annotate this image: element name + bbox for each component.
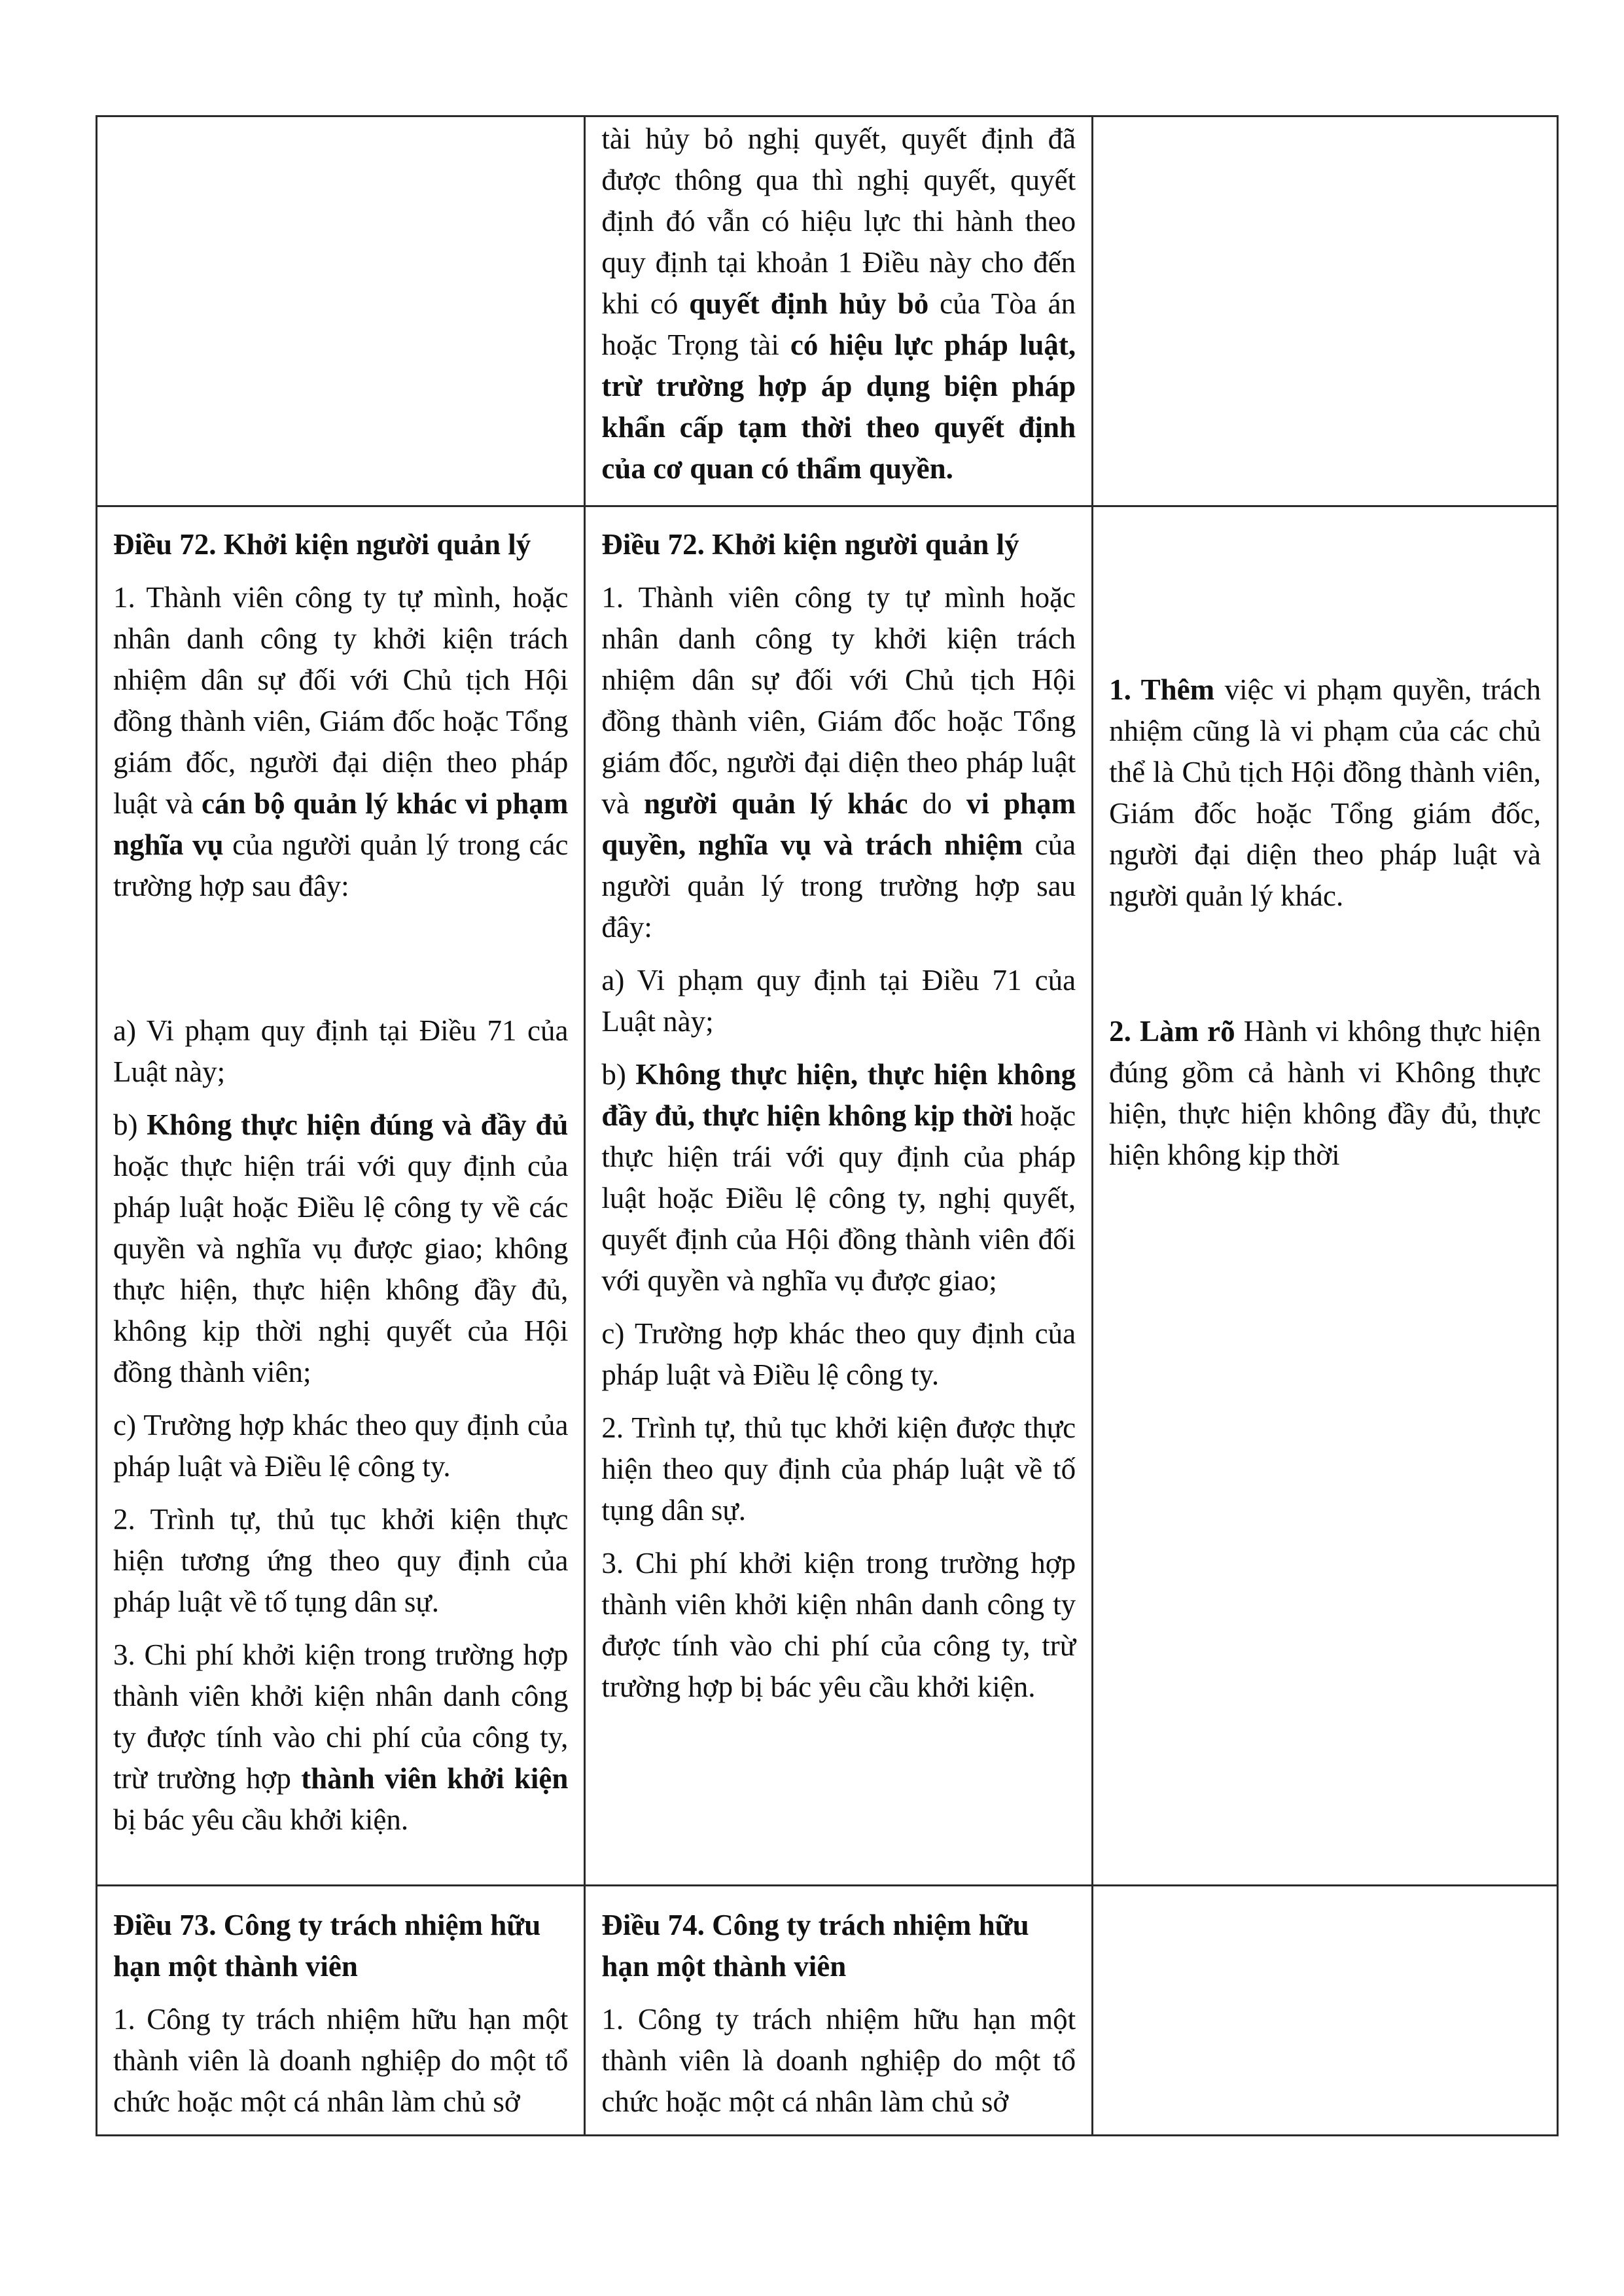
clause-paragraph: tài hủy bỏ nghị quyết, quyết định đã được thông qua thì nghị quyết, quyết định đó vẫn có hiệu lực thi hành theo quy định tại khoản 1 Điều này cho đến khi có quyết định hủy bỏ của Tòa án hoặc Trọng tài có hiệu lực pháp luật, trừ trường hợp áp dụng biện pháp khẩn cấp tạm thời theo quyết định của cơ quan có thẩm quyền. xyxy=(601,122,1076,485)
comparison-table xyxy=(96,115,1559,2136)
law-2014-cell xyxy=(97,116,585,506)
notes-cell xyxy=(1093,116,1558,506)
clause-paragraph: c) Trường hợp khác theo quy định của pháp luật và Điều lệ công ty. xyxy=(601,1317,1076,1391)
law-2020-cell xyxy=(585,116,1093,506)
law-2020-paragraphs xyxy=(601,118,1076,489)
table-row xyxy=(97,506,1558,1886)
clause-paragraph: b) Không thực hiện đúng và đầy đủ hoặc thực hiện trái với quy định của pháp luật hoặc Điều lệ công ty về các quyền và nghĩa vụ được giao; không thực hiện, thực hiện không đầy đủ, không kịp thời nghị quyết của Hội đồng thành viên; xyxy=(113,1108,569,1388)
clause-paragraph: 1. Công ty trách nhiệm hữu hạn một thành viên là doanh nghiệp do một tổ chức hoặc một cá nhân làm chủ sở xyxy=(601,2003,1076,2118)
clause-paragraph: 2. Trình tự, thủ tục khởi kiện thực hiện tương ứng theo quy định của pháp luật về tố tụng dân sự. xyxy=(113,1503,569,1618)
article-title: Điều 73. Công ty trách nhiệm hữu hạn một thành viên xyxy=(113,1909,541,1983)
notes-cell xyxy=(1093,1886,1558,2136)
law-2020-paragraphs xyxy=(601,1999,1076,2123)
note-paragraph: 2. Làm rõ Hành vi không thực hiện đúng gồm cả hành vi Không thực hiện, thực hiện không đầy đủ, thực hiện không kịp thời xyxy=(1109,1015,1541,1171)
law-2014-cell xyxy=(97,1886,585,2136)
law-2014-paragraphs xyxy=(113,577,568,1841)
clause-paragraph: 3. Chi phí khởi kiện trong trường hợp thành viên khởi kiện nhân danh công ty được tính vào chi phí của công ty, trừ trường hợp thành viên khởi kiện bị bác yêu cầu khởi kiện. xyxy=(113,1638,569,1836)
table-row xyxy=(97,1886,1558,2136)
law-2014-cell xyxy=(97,506,585,1886)
article-title: Điều 72. Khởi kiện người quản lý xyxy=(113,528,531,561)
notes-cell xyxy=(1093,506,1558,1886)
law-2020-paragraphs xyxy=(601,577,1076,1708)
law-2020-cell xyxy=(585,506,1093,1886)
clause-paragraph: 1. Công ty trách nhiệm hữu hạn một thành viên là doanh nghiệp do một tổ chức hoặc một cá nhân làm chủ sở xyxy=(113,2003,569,2118)
clause-paragraph: b) Không thực hiện, thực hiện không đầy đủ, thực hiện không kịp thời hoặc thực hiện trái với quy định của pháp luật hoặc Điều lệ công ty, nghị quyết, quyết định của Hội đồng thành viên đối với quyền và nghĩa vụ được giao; xyxy=(601,1058,1076,1297)
clause-paragraph: c) Trường hợp khác theo quy định của pháp luật và Điều lệ công ty. xyxy=(113,1409,569,1483)
article-title: Điều 74. Công ty trách nhiệm hữu hạn một thành viên xyxy=(601,1909,1029,1983)
clause-paragraph: a) Vi phạm quy định tại Điều 71 của Luật này; xyxy=(113,1014,569,1088)
clause-paragraph: 3. Chi phí khởi kiện trong trường hợp thành viên khởi kiện nhân danh công ty được tính vào chi phí của công ty, trừ trường hợp bị bác yêu cầu khởi kiện. xyxy=(601,1547,1076,1703)
table-row xyxy=(97,116,1558,506)
clause-paragraph: 2. Trình tự, thủ tục khởi kiện được thực hiện theo quy định của pháp luật về tố tụng dân sự. xyxy=(601,1411,1076,1527)
law-2020-cell xyxy=(585,1886,1093,2136)
change-notes xyxy=(1109,669,1541,1176)
article-title: Điều 72. Khởi kiện người quản lý xyxy=(601,528,1019,561)
clause-paragraph: a) Vi phạm quy định tại Điều 71 của Luật này; xyxy=(601,964,1076,1038)
note-paragraph: 1. Thêm việc vi phạm quyền, trách nhiệm cũng là vi phạm của các chủ thể là Chủ tịch Hội đồng thành viên, Giám đốc hoặc Tổng giám đốc, người đại diện theo pháp luật và người quản lý khác. xyxy=(1109,673,1541,912)
clause-paragraph: 1. Thành viên công ty tự mình, hoặc nhân danh công ty khởi kiện trách nhiệm dân sự đối với Chủ tịch Hội đồng thành viên, Giám đốc hoặc Tổng giám đốc, người đại diện theo pháp luật và cán bộ quản lý khác vi phạm nghĩa vụ của người quản lý trong các trường hợp sau đây: xyxy=(113,581,569,902)
law-2014-paragraphs xyxy=(113,1999,568,2123)
clause-paragraph: 1. Thành viên công ty tự mình hoặc nhân danh công ty khởi kiện trách nhiệm dân sự đối với Chủ tịch Hội đồng thành viên, Giám đốc hoặc Tổng giám đốc, người đại diện theo pháp luật và người quản lý khác do vi phạm quyền, nghĩa vụ và trách nhiệm của người quản lý trong trường hợp sau đây: xyxy=(601,581,1076,944)
